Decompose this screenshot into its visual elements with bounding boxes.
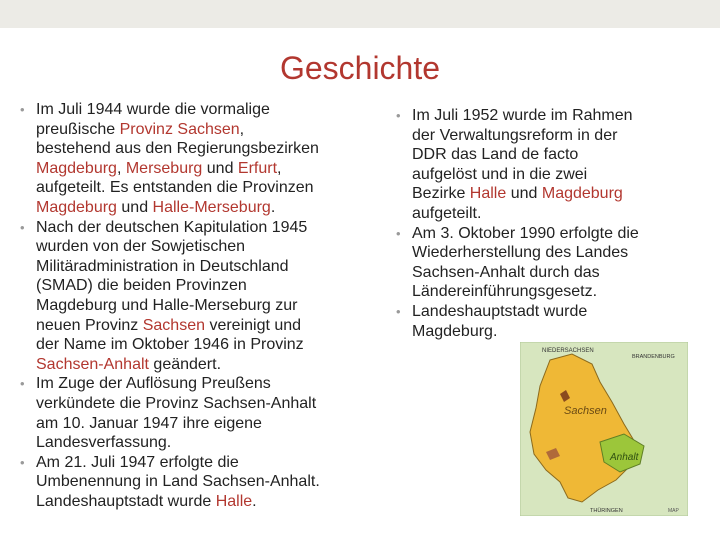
map-label-thueringen: THÜRINGEN: [590, 508, 623, 514]
left-column: [20, 100, 400, 511]
bullet-icon: •: [20, 454, 25, 470]
bullet-icon: •: [396, 303, 401, 319]
bullet-icon: •: [396, 108, 401, 123]
map-label-map: MAP: [668, 508, 679, 514]
map-label-brandenburg: BRANDENBURG: [632, 354, 675, 360]
left-bullet-2: • Nach der deutschen Kapitulation 1945 wurden von der Sowjetischen Militäradministration in Deutschland (SMAD) die beiden Provinzen Magdeburg und Halle-Merseburg zur neuen Provinz Sachsen vereinigt und der Name im Oktober 1946 in Provinz Sachsen-Anhalt geändert.: [20, 218, 308, 373]
right-bullet-2: • Am 3. Oktober 1990 erfolgte die Wiederherstellung des Landes Sachsen-Anhalt durch das Ländereinführungsgesetz.: [396, 224, 639, 301]
right-bullet-1: • Im Juli 1952 wurde im Rahmen der Verwaltungsreform in der DDR das Land de facto aufgelöst und in die zwei Bezirke Halle und Magdeburg aufgeteilt.: [396, 107, 633, 222]
map-label-niedersachsen: NIEDERSACHSEN: [542, 348, 594, 354]
left-bullet-1: • Im Juli 1944 wurde die vormalige preußische Provinz Sachsen, bestehend aus den Regierungsbezirken Magdeburg, Merseburg und Erfurt, aufgeteilt. Es entstanden die Provinzen Magdeburg und Halle-Merseburg.: [20, 101, 319, 216]
bullet-icon: •: [396, 225, 401, 241]
left-bullet-3: • Im Zuge der Auflösung Preußens verkündete die Provinz Sachsen-Anhalt am 10. Januar 1947 ihre eigene Landesverfassung.: [20, 375, 317, 452]
map-label-sachsen: Sachsen: [564, 405, 607, 417]
right-bullet-3: • Landeshauptstadt wurde Magdeburg.: [396, 302, 588, 340]
left-bullet-4: • Am 21. Juli 1947 erfolgte die Umbenennung in Land Sachsen-Anhalt. Landeshauptstadt wurde Halle.: [20, 453, 320, 510]
map-image: [520, 342, 688, 516]
right-column: [396, 106, 706, 341]
slide-title: Geschichte: [279, 50, 441, 86]
map-label-anhalt: Anhalt: [610, 452, 639, 463]
bullet-icon: •: [20, 102, 25, 117]
bullet-icon: •: [20, 376, 25, 392]
bullet-icon: •: [20, 219, 25, 235]
top-bar: [0, 0, 720, 28]
